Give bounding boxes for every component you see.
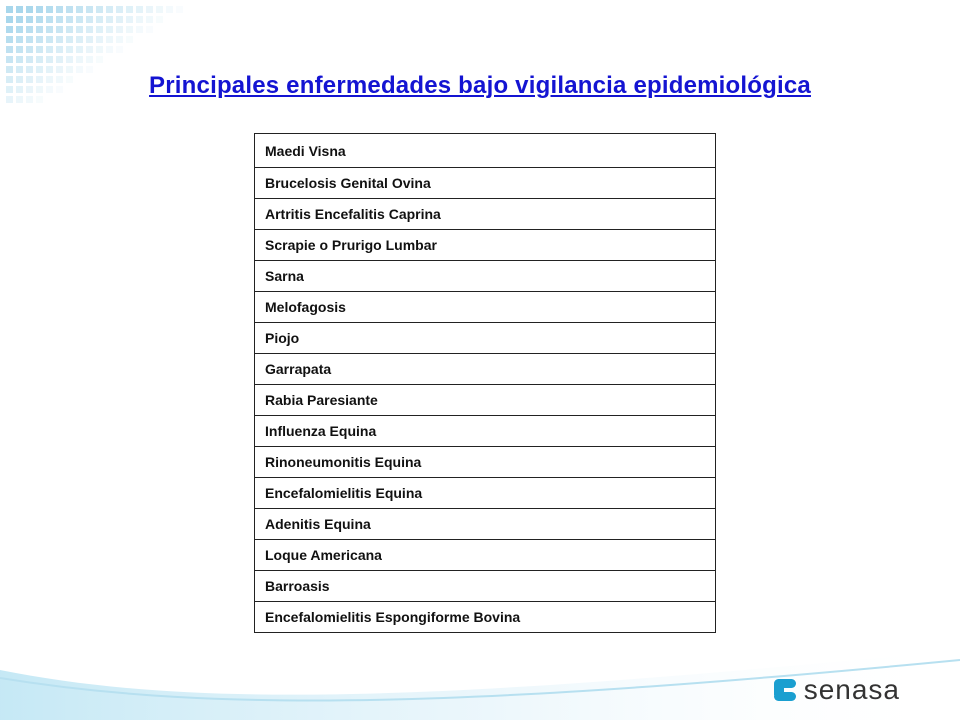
table-row [255, 261, 716, 292]
disease-cell: Influenza Equina [255, 416, 716, 447]
disease-cell: Barroasis [255, 571, 716, 602]
table-row [255, 323, 716, 354]
table-row [255, 602, 716, 633]
disease-cell: Garrapata [255, 354, 716, 385]
table-row [255, 447, 716, 478]
disease-cell: Loque Americana [255, 540, 716, 571]
disease-cell: Brucelosis Genital Ovina [255, 168, 716, 199]
table-row [255, 571, 716, 602]
table-row [255, 509, 716, 540]
disease-cell: Melofagosis [255, 292, 716, 323]
table-row [255, 385, 716, 416]
table-row [255, 292, 716, 323]
table-row [255, 168, 716, 199]
disease-cell: Artritis Encefalitis Caprina [255, 199, 716, 230]
disease-cell: Adenitis Equina [255, 509, 716, 540]
disease-cell: Encefalomielitis Espongiforme Bovina [255, 602, 716, 633]
senasa-logo-icon [772, 678, 798, 702]
disease-cell: Encefalomielitis Equina [255, 478, 716, 509]
disease-table [254, 133, 716, 633]
table-row [255, 230, 716, 261]
brand-name: senasa [803, 674, 900, 705]
brand-logo [772, 674, 900, 706]
disease-cell: Rinoneumonitis Equina [255, 447, 716, 478]
page-title[interactable]: Principales enfermedades bajo vigilancia epidemiológica [149, 72, 811, 99]
table-row [255, 416, 716, 447]
disease-cell: Piojo [255, 323, 716, 354]
disease-cell: Scrapie o Prurigo Lumbar [255, 230, 716, 261]
table-row [255, 354, 716, 385]
disease-cell: Maedi Visna [255, 134, 716, 168]
table-row [255, 478, 716, 509]
table-row [255, 199, 716, 230]
disease-cell: Rabia Paresiante [255, 385, 716, 416]
disease-cell: Sarna [255, 261, 716, 292]
table-row [255, 540, 716, 571]
table-row [255, 134, 716, 168]
